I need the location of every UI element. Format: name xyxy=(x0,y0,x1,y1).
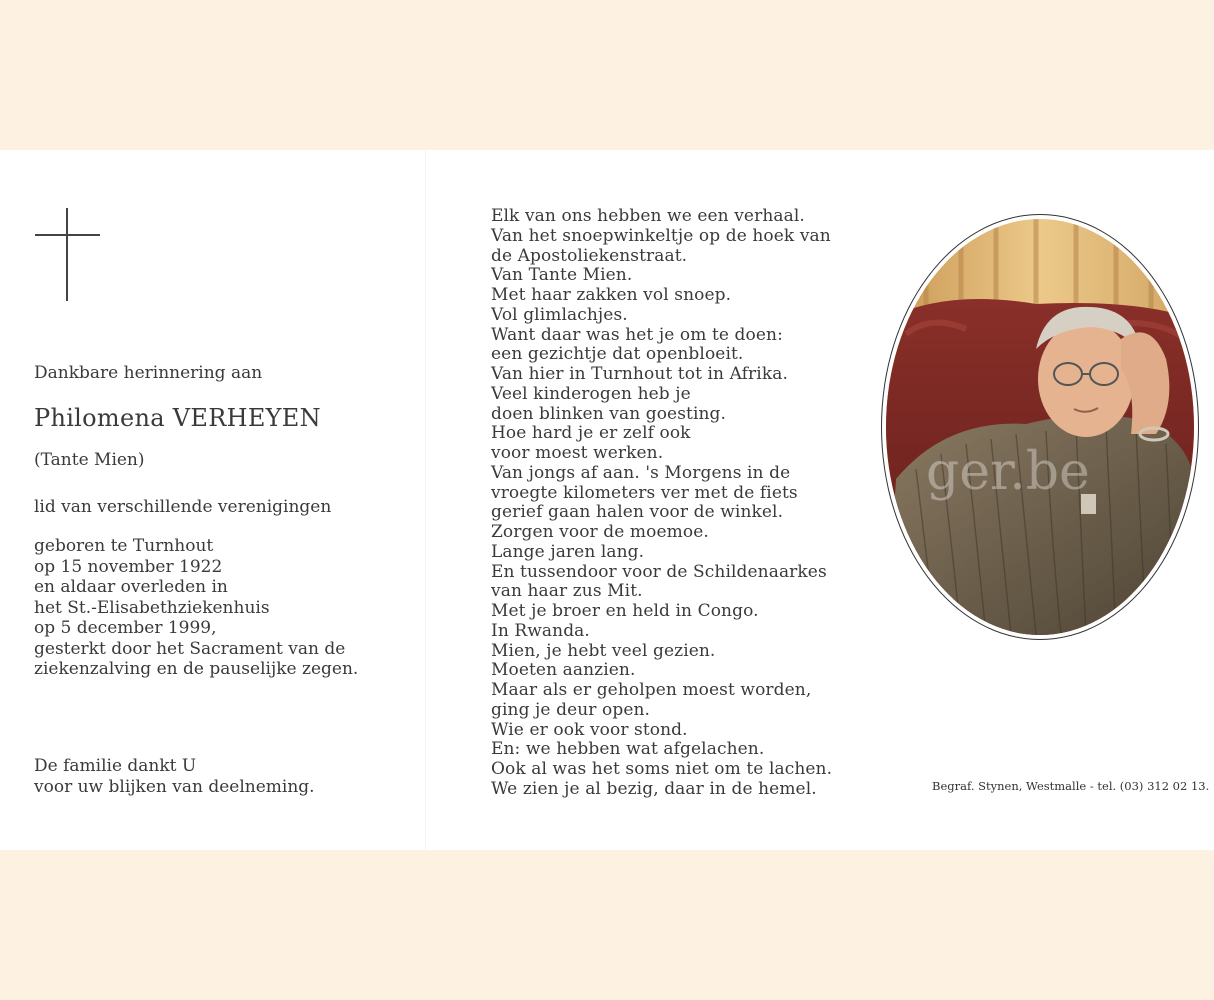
watermark-text: ger.be xyxy=(926,442,1090,502)
poem-line: vroegte kilometers ver met de fiets xyxy=(491,482,798,503)
thanks-line: voor uw blijken van deelneming. xyxy=(34,776,315,797)
poem-line: Ook al was het soms niet om te lachen. xyxy=(491,759,833,779)
poem-line: de Apostoliekenstraat. xyxy=(491,245,688,266)
poem-line: En tussendoor voor de Schildenaarkes xyxy=(491,561,827,582)
poem-line: Lange jaren lang. xyxy=(491,541,645,562)
poem-line: Met haar zakken vol snoep. xyxy=(491,285,732,305)
nickname: (Tante Mien) xyxy=(34,450,145,470)
bio-line: en aldaar overleden in xyxy=(34,577,228,597)
poem-line: Hoe hard je er zelf ook xyxy=(491,423,691,444)
poem-line: Veel kinderogen heb je xyxy=(491,383,691,404)
thanks-line: De familie dankt U xyxy=(34,756,197,776)
funeral-home-credit: Begraf. Stynen, Westmalle - tel. (03) 312 02 13. xyxy=(932,779,1210,793)
poem-line: Van hier in Turnhout tot in Afrika. xyxy=(491,364,788,384)
poem-line: van haar zus Mit. xyxy=(491,581,643,602)
poem-line: Van Tante Mien. xyxy=(491,265,633,286)
family-thanks xyxy=(34,756,315,797)
intro-text: Dankbare herinnering aan xyxy=(34,363,263,383)
poem-line: ging je deur open. xyxy=(491,699,651,720)
biography xyxy=(34,536,358,680)
deceased-name: Philomena VERHEYEN xyxy=(34,404,321,432)
bio-line: ziekenzalving en de pauselijke zegen. xyxy=(34,659,359,679)
poem-line: Van het snoepwinkeltje op de hoek van xyxy=(491,225,831,246)
poem-line: En: we hebben wat afgelachen. xyxy=(491,739,765,760)
poem-line: Maar als er geholpen moest worden, xyxy=(491,680,812,700)
poem xyxy=(491,207,832,800)
bio-line: gesterkt door het Sacrament van de xyxy=(34,638,346,659)
poem-line: Want daar was het je om te doen: xyxy=(491,324,783,345)
poem-line: In Rwanda. xyxy=(491,620,590,641)
poem-line: Elk van ons hebben we een verhaal. xyxy=(491,206,805,226)
poem-line: een gezichtje dat openbloeit. xyxy=(491,344,744,365)
memorial-card xyxy=(0,150,1214,850)
poem-line: Wie er ook voor stond. xyxy=(491,719,688,740)
card-fold xyxy=(425,150,426,850)
poem-line: We zien je al bezig, daar in de hemel. xyxy=(491,778,817,799)
poem-line: Zorgen voor de moemoe. xyxy=(491,522,709,542)
poem-line: doen blinken van goesting. xyxy=(491,403,727,424)
poem-line: Van jongs af aan. 's Morgens in de xyxy=(491,462,791,483)
bio-line: op 15 november 1922 xyxy=(34,556,223,577)
poem-line: Met je broer en held in Congo. xyxy=(491,601,759,621)
poem-line: voor moest werken. xyxy=(491,443,664,463)
poem-line: Mien, je hebt veel gezien. xyxy=(491,640,716,661)
poem-line: gerief gaan halen voor de winkel. xyxy=(491,502,784,523)
poem-line: Moeten aanzien. xyxy=(491,660,636,681)
bio-line: op 5 december 1999, xyxy=(34,618,217,638)
bio-line: het St.-Elisabethziekenhuis xyxy=(34,597,270,618)
membership-text: lid van verschillende verenigingen xyxy=(34,497,332,517)
portrait-photo xyxy=(886,219,1194,635)
bio-line: geboren te Turnhout xyxy=(34,536,214,556)
poem-line: Vol glimlachjes. xyxy=(491,304,628,325)
